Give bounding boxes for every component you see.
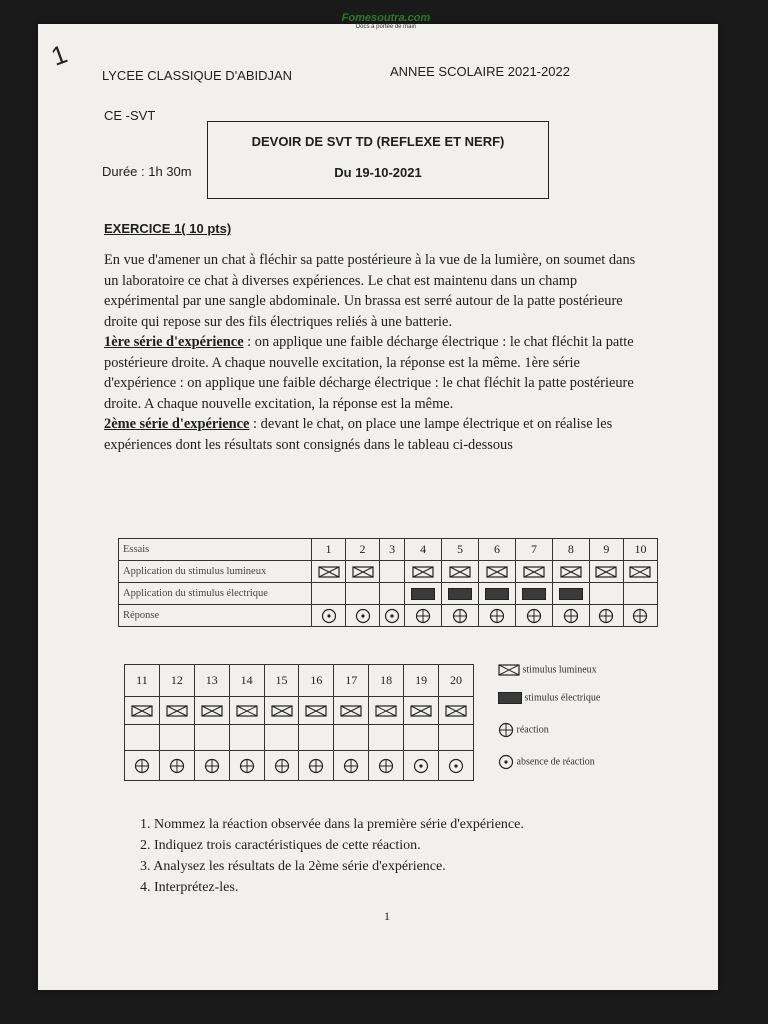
electric-stimulus-icon (559, 588, 583, 600)
reaction-icon (498, 722, 514, 738)
electric-cell (623, 583, 657, 605)
absence-icon (413, 758, 429, 774)
response-cell (479, 605, 516, 627)
question-3: 3. Analysez les résultats de la 2ème série d'expérience. (140, 859, 446, 874)
table-row (119, 539, 658, 561)
reaction-icon (563, 608, 579, 624)
trial-number: 9 (589, 539, 623, 561)
luminous-cell (515, 561, 552, 583)
electric-stimulus-icon (411, 588, 435, 600)
luminous-stimulus-icon (271, 705, 293, 717)
electric-cell (404, 725, 439, 751)
luminous-stimulus-icon (498, 664, 520, 676)
luminous-stimulus-icon (352, 566, 374, 578)
trial-number: 19 (404, 665, 439, 697)
trial-number: 1 (312, 539, 346, 561)
reaction-icon (632, 608, 648, 624)
exercise-heading: EXERCICE 1( 10 pts) (104, 221, 232, 236)
table-row (125, 725, 474, 751)
electric-stimulus-icon (485, 588, 509, 600)
reaction-icon (274, 758, 290, 774)
luminous-stimulus-icon (595, 566, 617, 578)
response-cell (194, 751, 229, 781)
luminous-cell (194, 697, 229, 725)
electric-cell (515, 583, 552, 605)
response-cell (552, 605, 589, 627)
table-row (119, 605, 658, 627)
electric-stimulus-icon (522, 588, 546, 600)
luminous-cell (552, 561, 589, 583)
luminous-stimulus-icon (445, 705, 467, 717)
reaction-icon (343, 758, 359, 774)
trial-number: 7 (515, 539, 552, 561)
logo-name: Fomesoutra.com (341, 12, 431, 24)
table-row (119, 583, 658, 605)
legend-reaction (498, 722, 698, 738)
reaction-icon (308, 758, 324, 774)
luminous-stimulus-icon (318, 566, 340, 578)
absence-icon (355, 608, 371, 624)
electric-cell (125, 725, 160, 751)
response-cell (299, 751, 334, 781)
reaction-icon (134, 758, 150, 774)
trial-number: 11 (125, 665, 160, 697)
response-cell (369, 751, 404, 781)
trial-number: 4 (405, 539, 442, 561)
exam-title: DEVOIR DE SVT TD (REFLEXE ET NERF) (251, 134, 505, 149)
legend-electric (498, 692, 698, 704)
reaction-icon (526, 608, 542, 624)
trial-number: 18 (369, 665, 404, 697)
luminous-stimulus-icon (236, 705, 258, 717)
table-row (119, 561, 658, 583)
electric-cell (552, 583, 589, 605)
legend-electric-label: stimulus électrique (524, 692, 601, 704)
questions (140, 814, 660, 898)
reaction-icon (378, 758, 394, 774)
luminous-cell (229, 697, 264, 725)
luminous-stimulus-icon (166, 705, 188, 717)
electric-cell (442, 583, 479, 605)
serie2-paragraph (104, 414, 644, 455)
question-4: 4. Interprétez-les. (140, 880, 239, 895)
luminous-stimulus-icon (201, 705, 223, 717)
response-cell (442, 605, 479, 627)
luminous-stimulus-icon (340, 705, 362, 717)
question-2: 2. Indiquez trois caractéristiques de cette réaction. (140, 838, 421, 853)
electric-cell (264, 725, 299, 751)
luminous-cell (312, 561, 346, 583)
trial-number: 6 (479, 539, 516, 561)
luminous-stimulus-icon (412, 566, 434, 578)
electric-cell (439, 725, 474, 751)
electric-cell (159, 725, 194, 751)
trial-number: 17 (334, 665, 369, 697)
legend (498, 664, 698, 770)
luminous-stimulus-icon (629, 566, 651, 578)
response-cell (229, 751, 264, 781)
reaction-icon (598, 608, 614, 624)
trial-number: 13 (194, 665, 229, 697)
electric-cell (405, 583, 442, 605)
serie2-text: : devant le chat, on place une lampe électrique et on réalise les expériences dont les résultats sont consignés dans le tableau ci-dessous (104, 416, 613, 453)
luminous-cell (623, 561, 657, 583)
electric-stimulus-icon (448, 588, 472, 600)
reaction-icon (489, 608, 505, 624)
luminous-cell (439, 697, 474, 725)
luminous-cell (159, 697, 194, 725)
electric-cell (589, 583, 623, 605)
electric-stimulus-icon (498, 692, 522, 704)
school-year: ANNEE SCOLAIRE 2021-2022 (390, 64, 570, 79)
luminous-cell (589, 561, 623, 583)
response-cell (159, 751, 194, 781)
absence-icon (384, 608, 400, 624)
serie1-label: 1ère série d'expérience (104, 334, 244, 350)
legend-luminous-label: stimulus lumineux (522, 664, 597, 676)
response-cell (405, 605, 442, 627)
title-box (207, 121, 549, 199)
serie2-label: 2ème série d'expérience (104, 416, 250, 432)
exam-page (38, 12, 718, 990)
luminous-cell (346, 561, 380, 583)
luminous-cell (405, 561, 442, 583)
trial-number: 5 (442, 539, 479, 561)
school-name: LYCEE CLASSIQUE D'ABIDJAN (102, 68, 293, 83)
table-row (125, 751, 474, 781)
page-number: 1 (384, 909, 390, 923)
row-label-luminous: Application du stimulus lumineux (119, 561, 312, 583)
trial-number: 3 (380, 539, 405, 561)
response-cell (439, 751, 474, 781)
reaction-icon (452, 608, 468, 624)
electric-cell (380, 583, 405, 605)
reaction-icon (239, 758, 255, 774)
luminous-stimulus-icon (523, 566, 545, 578)
electric-cell (346, 583, 380, 605)
electric-cell (369, 725, 404, 751)
electric-cell (299, 725, 334, 751)
trial-number: 2 (346, 539, 380, 561)
handwritten-mark: 1 (47, 38, 71, 72)
reaction-icon (169, 758, 185, 774)
luminous-stimulus-icon (375, 705, 397, 717)
logo-tagline: Docs à portée de main (355, 24, 417, 30)
question-1: 1. Nommez la réaction observée dans la première série d'expérience. (140, 817, 524, 832)
row-label-trials: Essais (119, 539, 312, 561)
luminous-stimulus-icon (486, 566, 508, 578)
luminous-stimulus-icon (305, 705, 327, 717)
legend-reaction-label: réaction (516, 724, 549, 736)
class-name: CE -SVT (104, 108, 156, 123)
reaction-icon (204, 758, 220, 774)
row-label-response: Réponse (119, 605, 312, 627)
electric-cell (229, 725, 264, 751)
response-cell (515, 605, 552, 627)
exercise-text (104, 250, 644, 455)
trial-number: 14 (229, 665, 264, 697)
electric-cell (334, 725, 369, 751)
luminous-stimulus-icon (131, 705, 153, 717)
luminous-cell (442, 561, 479, 583)
luminous-cell (479, 561, 516, 583)
electric-cell (194, 725, 229, 751)
response-cell (404, 751, 439, 781)
luminous-cell (404, 697, 439, 725)
legend-absence (498, 754, 698, 770)
response-cell (346, 605, 380, 627)
trial-number: 16 (299, 665, 334, 697)
response-cell (589, 605, 623, 627)
response-cell (125, 751, 160, 781)
luminous-cell (380, 561, 405, 583)
intro-paragraph: En vue d'amener un chat à fléchir sa patte postérieure à la vue de la lumière, on soumet dans un laboratoire ce chat à diverses expériences. Le chat est maintenu dans un champ expérimental par une sangle abdominale. Un brassa est serré autour de la patte postérieure droite qui repose sur des fils électriques reliés à une batterie. (104, 252, 636, 330)
absence-icon (448, 758, 464, 774)
luminous-cell (299, 697, 334, 725)
trial-number: 8 (552, 539, 589, 561)
trial-number: 10 (623, 539, 657, 561)
results-table-2 (124, 664, 474, 781)
table-row (125, 697, 474, 725)
response-cell (312, 605, 346, 627)
response-cell (623, 605, 657, 627)
electric-cell (312, 583, 346, 605)
absence-icon (498, 754, 514, 770)
site-logo (336, 12, 436, 30)
trial-number: 15 (264, 665, 299, 697)
duration: Durée : 1h 30m (102, 164, 192, 179)
luminous-cell (334, 697, 369, 725)
luminous-cell (125, 697, 160, 725)
luminous-cell (369, 697, 404, 725)
trial-number: 12 (159, 665, 194, 697)
luminous-stimulus-icon (560, 566, 582, 578)
results-table-1 (118, 538, 658, 627)
response-cell (334, 751, 369, 781)
serie1-paragraph (104, 332, 644, 414)
luminous-stimulus-icon (410, 705, 432, 717)
response-cell (264, 751, 299, 781)
reaction-icon (415, 608, 431, 624)
luminous-stimulus-icon (449, 566, 471, 578)
serie1-text: : on applique une faible décharge électrique : le chat fléchit la patte postérieure droite. A chaque nouvelle excitation, la réponse est la même. 1ère série d'expérience : on applique une faible décharge électrique : le chat fléchit la patte postérieure droite. A chaque nouvelle excitation, la réponse est la même. (104, 334, 634, 412)
row-label-electric: Application du stimulus électrique (119, 583, 312, 605)
exam-date: Du 19-10-2021 (334, 165, 422, 180)
legend-absence-label: absence de réaction (516, 756, 595, 768)
table-row (125, 665, 474, 697)
luminous-cell (264, 697, 299, 725)
absence-icon (321, 608, 337, 624)
electric-cell (479, 583, 516, 605)
trial-number: 20 (439, 665, 474, 697)
legend-luminous (498, 664, 698, 676)
response-cell (380, 605, 405, 627)
